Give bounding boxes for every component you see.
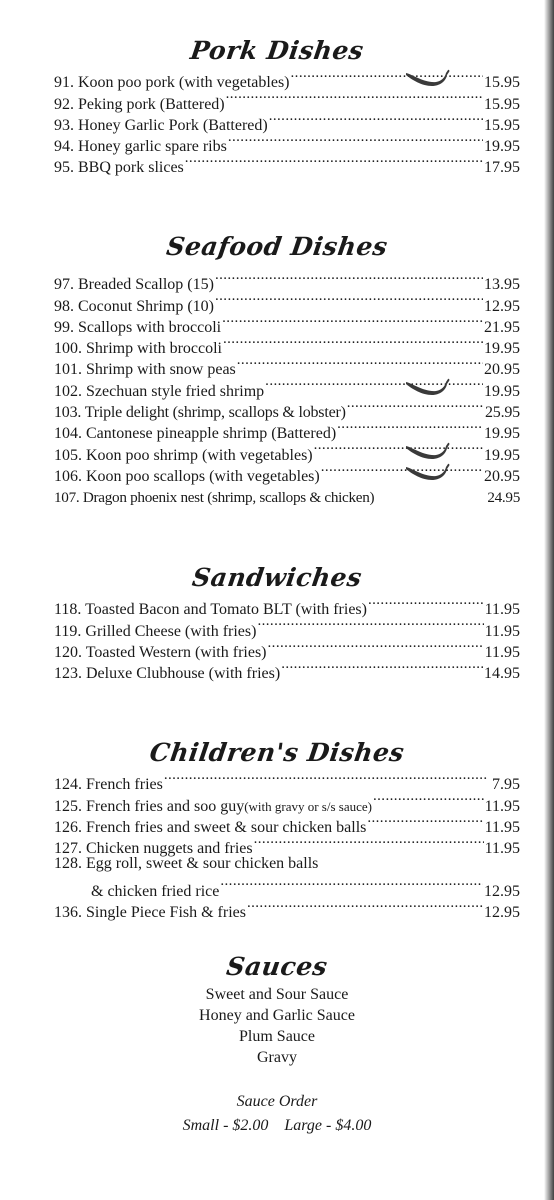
item-price: 20.95 <box>484 467 520 485</box>
item-price: 17.95 <box>484 159 520 177</box>
leader-dots <box>220 874 483 895</box>
leader-dots <box>226 87 483 108</box>
leader-dots <box>222 311 483 332</box>
item-name: 98. Coconut Shrimp (10) <box>54 297 214 315</box>
pork-section <box>0 36 554 177</box>
seafood-section <box>0 232 554 507</box>
item-price: 15.95 <box>484 116 520 134</box>
item-price: 11.95 <box>484 818 520 836</box>
leader-dots <box>185 151 483 172</box>
sandwiches-heading: Sandwiches <box>190 563 364 592</box>
item-price: 12.95 <box>484 882 520 900</box>
leader-dots <box>215 268 483 289</box>
item-name: 93. Honey Garlic Pork (Battered) <box>54 116 268 134</box>
item-name: 99. Scallops with broccoli <box>54 318 222 336</box>
leader-dots <box>265 374 483 395</box>
menu-item <box>54 853 520 874</box>
item-name: 94. Honey garlic spare ribs <box>54 138 227 156</box>
item-price: 19.95 <box>484 446 520 464</box>
leader-dots <box>247 896 483 917</box>
item-price: 19.95 <box>484 138 520 156</box>
leader-dots <box>254 832 484 853</box>
leader-dots <box>314 438 483 459</box>
item-name: 106. Koon poo scallops (with vegetables) <box>54 467 320 485</box>
item-name: 118. Toasted Bacon and Tomato BLT (with fries) <box>54 601 367 619</box>
item-name: 92. Peking pork (Battered) <box>54 95 225 113</box>
item-price: 21.95 <box>484 318 520 336</box>
sauce-item: Sweet and Sour Sauce <box>205 986 349 1003</box>
item-name: 125. French fries and soo guy <box>54 797 245 815</box>
sandwiches-items <box>54 593 520 683</box>
item-name: 123. Deluxe Clubhouse (with fries) <box>54 665 281 683</box>
sauces-section <box>0 952 554 1138</box>
children-section <box>0 738 554 922</box>
menu-item <box>54 593 520 619</box>
item-name: 103. Triple delight (shrimp, scallops & lobster) <box>54 404 346 422</box>
item-name: 105. Koon poo shrimp (with vegetables) <box>54 446 313 464</box>
item-price: 12.95 <box>484 297 520 315</box>
leader-dots <box>269 109 483 130</box>
item-price: 24.95 <box>487 489 520 507</box>
leader-dots <box>223 332 483 353</box>
menu-item-continued <box>54 874 520 900</box>
item-name: 127. Chicken nuggets and fries <box>54 840 253 858</box>
children-heading: Children's Dishes <box>147 738 407 767</box>
leader-dots <box>368 593 484 614</box>
leader-dots <box>268 636 484 657</box>
leader-dots <box>164 768 487 789</box>
item-name: 119. Grilled Cheese (with fries) <box>54 622 257 640</box>
leader-dots <box>291 66 483 87</box>
leader-dots <box>337 417 483 438</box>
sauce-list <box>0 984 554 1068</box>
item-price: 11.95 <box>484 840 520 858</box>
leader-dots <box>257 614 483 635</box>
leader-dots <box>281 657 483 678</box>
item-price: 20.95 <box>484 361 520 379</box>
item-name: 91. Koon poo pork (with vegetables) <box>54 74 290 92</box>
item-name: 104. Cantonese pineapple shrimp (Battered) <box>54 425 337 443</box>
item-price: 15.95 <box>484 95 520 113</box>
item-price: 11.95 <box>484 601 520 619</box>
item-price: 19.95 <box>484 382 520 400</box>
sandwiches-section <box>0 563 554 683</box>
leader-dots <box>375 481 486 502</box>
item-price: 11.95 <box>484 622 520 640</box>
sauce-item: Gravy <box>257 1049 297 1066</box>
item-name: 124. French fries <box>54 776 163 794</box>
item-name: 100. Shrimp with broccoli <box>54 340 222 358</box>
item-name: 126. French fries and sweet & sour chicken balls <box>54 818 367 836</box>
item-name: 102. Szechuan style fried shrimp <box>54 382 265 400</box>
item-price: 11.95 <box>484 797 520 815</box>
leader-dots <box>228 130 483 151</box>
leader-dots <box>321 460 483 481</box>
item-note: (with gravy or s/s sauce) <box>244 798 372 814</box>
leader-dots <box>373 789 484 810</box>
item-name: 128. Egg roll, sweet & sour chicken balls <box>54 855 319 873</box>
item-name: 107. Dragon phoenix nest (shrimp, scallops & chicken) <box>54 489 375 507</box>
item-price: 12.95 <box>484 904 520 922</box>
menu-item <box>54 66 520 92</box>
menu-item <box>54 768 520 794</box>
item-price: 14.95 <box>484 665 520 683</box>
leader-dots <box>237 353 483 374</box>
leader-dots <box>367 811 483 832</box>
menu-item <box>54 268 520 294</box>
item-name: 95. BBQ pork slices <box>54 159 184 177</box>
sauce-item: Plum Sauce <box>239 1028 315 1045</box>
children-items <box>54 768 520 922</box>
pork-items <box>54 66 520 177</box>
sauces-heading: Sauces <box>224 952 330 981</box>
item-price: 11.95 <box>484 643 520 661</box>
sauce-item: Honey and Garlic Sauce <box>199 1007 355 1024</box>
item-price: 19.95 <box>484 425 520 443</box>
leader-dots <box>215 289 483 310</box>
item-name: 136. Single Piece Fish & fries <box>54 904 246 922</box>
sauce-order-title: Sauce Order <box>236 1093 318 1110</box>
item-name: 97. Breaded Scallop (15) <box>54 276 214 294</box>
leader-dots <box>347 396 484 417</box>
seafood-heading: Seafood Dishes <box>164 232 390 261</box>
item-name: 101. Shrimp with snow peas <box>54 361 236 379</box>
item-price: 25.95 <box>484 404 520 422</box>
item-price: 13.95 <box>484 276 520 294</box>
sauce-order-prices: Small - $2.00 Large - $4.00 <box>182 1117 372 1134</box>
seafood-items <box>54 268 520 507</box>
item-price: 7.95 <box>488 776 520 794</box>
item-price: 19.95 <box>484 340 520 358</box>
pork-heading: Pork Dishes <box>188 36 366 65</box>
item-price: 15.95 <box>484 74 520 92</box>
page-edge-shadow <box>544 0 554 1200</box>
item-name: & chicken fried rice <box>91 882 220 900</box>
item-name: 120. Toasted Western (with fries) <box>54 643 267 661</box>
